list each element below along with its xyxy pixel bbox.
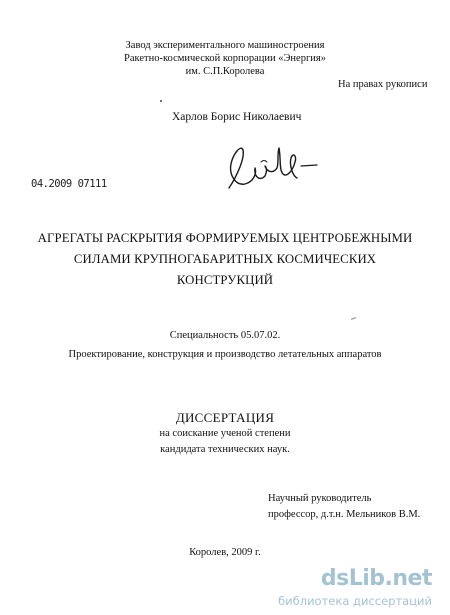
specialty-name: Проектирование, конструкция и производство летательных аппаратов bbox=[68, 349, 382, 360]
specialty-code: Специальность 05.07.02. bbox=[169, 330, 281, 341]
supervisor-name: профессор, д.т.н. Мельников В.М. bbox=[268, 509, 421, 520]
document-type-heading: ДИССЕРТАЦИЯ bbox=[175, 410, 275, 425]
author-signature bbox=[223, 140, 323, 198]
library-watermark bbox=[236, 566, 436, 614]
degree-line-2: кандидата технических наук. bbox=[160, 444, 290, 455]
author-name: Харлов Борис Николаевич bbox=[172, 111, 302, 123]
organization-line-3: им. С.П.Королева bbox=[185, 66, 265, 77]
degree-line-1: на соискание ученой степени bbox=[159, 428, 291, 439]
scan-speck bbox=[160, 100, 162, 102]
place-and-year: Королев, 2009 г. bbox=[189, 547, 261, 558]
registration-code: 04.2009 07111 bbox=[31, 178, 107, 190]
manuscript-rights-note: На правах рукописи bbox=[338, 79, 428, 90]
organization-line-2: Ракетно-космической корпорации «Энергия» bbox=[124, 53, 326, 64]
title-line-2: СИЛАМИ КРУПНОГАБАРИТНЫХ КОСМИЧЕСКИХ bbox=[73, 252, 377, 266]
organization-line-1: Завод экспериментального машиностроения bbox=[125, 40, 325, 51]
title-line-3: КОНСТРУКЦИЙ bbox=[176, 273, 274, 287]
supervisor-label: Научный руководитель bbox=[268, 493, 372, 504]
watermark-logo: dsLib.net bbox=[320, 566, 432, 591]
title-line-1: АГРЕГАТЫ РАСКРЫТИЯ ФОРМИРУЕМЫХ ЦЕНТРОБЕЖНЫМИ bbox=[37, 231, 413, 245]
scan-mark bbox=[351, 317, 356, 320]
watermark-subtitle: библиотека диссертаций bbox=[278, 594, 432, 608]
